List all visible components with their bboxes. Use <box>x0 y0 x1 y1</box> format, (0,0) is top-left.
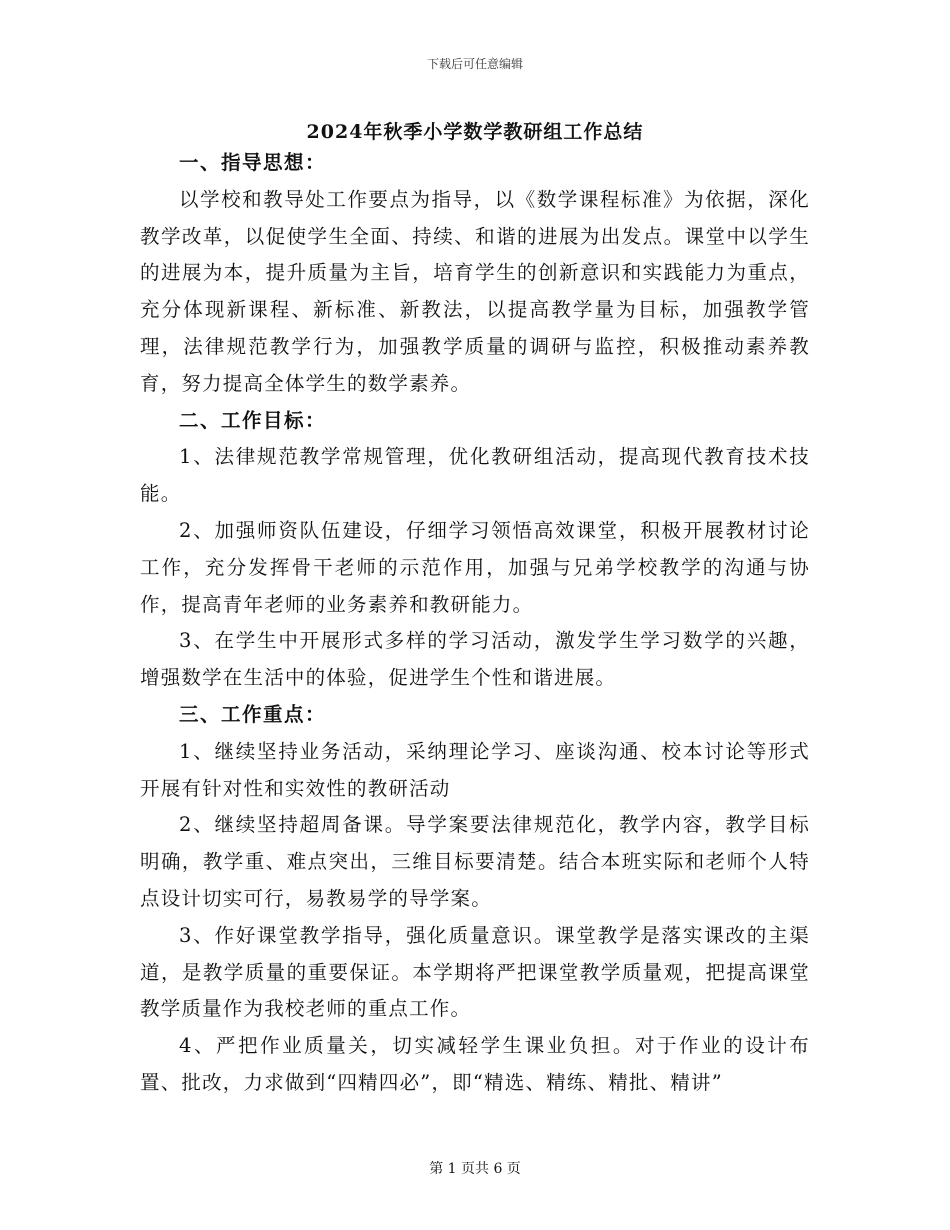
paragraph: 4、严把作业质量关，切实减轻学生课业负担。对于作业的设计布置、批改，力求做到“四精四必”，即“精选、精练、精批、精讲” <box>140 1034 810 1094</box>
section-heading: 一、指导思想： <box>179 151 327 174</box>
paragraph: 1、法律规范教学常规管理，优化教研组活动，提高现代教育技术技能。 <box>140 445 810 506</box>
paragraph: 1、继续坚持业务活动，采纳理论学习、座谈沟通、校本讨论等形式开展有针对性和实效性的教研活动 <box>140 739 810 800</box>
document-body <box>140 145 810 1102</box>
page-header-note: 下载后可任意编辑 <box>426 57 523 71</box>
page-number-footer: 第 1 页共 6 页 <box>429 1161 521 1177</box>
section-heading: 二、工作目标： <box>179 408 327 432</box>
section-heading: 三、工作重点： <box>179 702 327 726</box>
paragraph: 3、作好课堂教学指导，强化质量意识。课堂教学是落实课改的主渠道，是教学质量的重要保证。本学期将严把课堂教学质量观，把提高课堂教学质量作为我校老师的重点工作。 <box>140 923 810 1021</box>
paragraph: 以学校和教导处工作要点为指导，以《数学课程标准》为依据，深化教学改革，以促使学生全面、持续、和谐的进展为出发点。课堂中以学生的进展为本，提升质量为主旨，培育学生的创新意识和实践能力为重点，充分体现新课程、新标准、新教法，以提高教学量为目标，加强教学管理，法律规范教学行为，加强教学质量的调研与监控，积极推动素养教育，努力提高全体学生的数学素养。 <box>140 187 810 395</box>
paragraph: 3、在学生中开展形式多样的学习活动，激发学生学习数学的兴趣，增强数学在生活中的体验，促进学生个性和谐进展。 <box>140 629 810 690</box>
section-work-goals <box>140 403 810 697</box>
paragraph: 2、继续坚持超周备课。导学案要法律规范化，教学内容，教学目标明确，教学重、难点突出，三维目标要清楚。结合本班实际和老师个人特点设计切实可行，易教易学的导学案。 <box>140 813 810 910</box>
paragraph: 2、加强师资队伍建设，仔细学习领悟高效课堂，积极开展教材讨论工作，充分发挥骨干老师的示范作用，加强与兄弟学校教学的沟通与协作，提高青年老师的业务素养和教研能力。 <box>140 518 810 616</box>
document-title: 2024年秋季小学数学教研组工作总结 <box>306 121 644 143</box>
section-work-priorities <box>140 697 810 1102</box>
section-guiding-ideology <box>140 145 810 403</box>
